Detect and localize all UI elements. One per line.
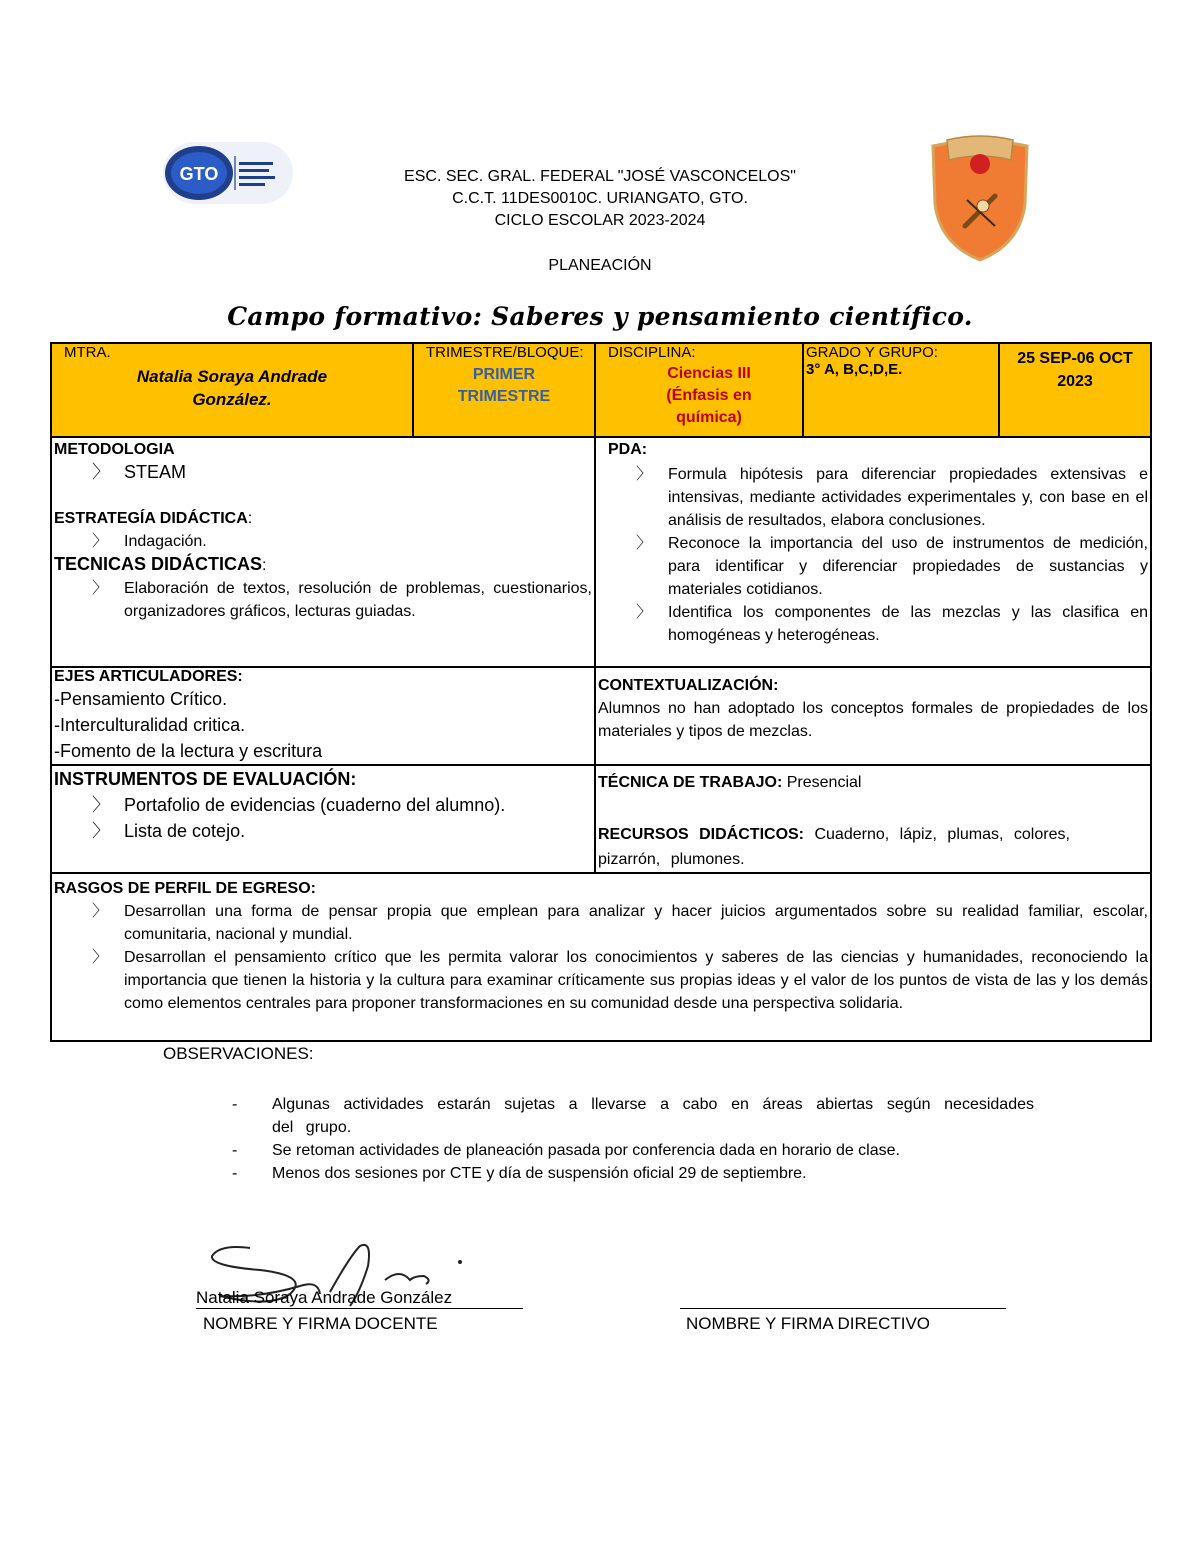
pda-item-2: 〉 Reconoce la importancia del uso de instrumentos de medición, para identificar y diferenciar propiedades de sustancias y materiales cotidianos. [636,535,1148,598]
metodologia-title: METODOLOGIA [54,441,175,458]
director-signature-label: NOMBRE Y FIRMA DIRECTIVO [686,1314,931,1333]
grado-cell [803,343,999,437]
observacion-item-1: - Algunas actividades estarán sujetas a llevarse a cabo en áreas abiertas según necesidades del grupo. [232,1096,1034,1136]
recursos-line: RECURSOS DIDÁCTICOS: Cuaderno, lápiz, plumas, colores, pizarrón, plumones. [598,826,1070,868]
observacion-item-2: - Se retoman actividades de planeación pasada por conferencia dada en horario de clase. [232,1142,900,1159]
teacher-signature-label: NOMBRE Y FIRMA DOCENTE [203,1314,438,1333]
eje-item-2: -Interculturalidad critica. [54,715,246,735]
tecnica-cell [595,765,1151,873]
instrumentos-title: INSTRUMENTOS DE EVALUACIÓN: [54,769,357,789]
mtra-label: MTRA. [64,344,111,361]
contexto-title: CONTEXTUALIZACIÓN: [598,677,779,694]
pda-cell [595,437,1151,667]
observaciones-list [232,1093,1034,1185]
school-name: ESC. SEC. GRAL. FEDERAL "JOSÉ VASCONCELOS" [404,168,796,185]
estrategia-heading: ESTRATEGÍA DIDÁCTICA: [54,510,253,527]
rasgo-item-1: 〉 Desarrollan una forma de pensar propia que emplean para analizar y hacer juicios argumentados sobre su realidad familiar, escolar, comunitaria, nacional y mundial. [92,903,1148,943]
metodologia-item: 〉 STEAM [92,462,187,482]
document-title: PLANEACIÓN [548,257,652,274]
rasgos-cell [51,873,1151,1041]
trimestre-value: PRIMER TRIMESTRE [457,366,551,405]
teacher-cell [51,343,413,437]
grado-label: GRADO Y GRUPO: [806,344,938,361]
ejes-title: EJES ARTICULADORES: [54,668,243,685]
tecnicas-heading: TECNICAS DIDÁCTICAS: [54,554,267,574]
pda-title: PDA: [608,441,648,458]
disciplina-value: Ciencias III (Énfasis en química) [666,365,752,426]
contexto-cell [595,667,1151,765]
tecnica-line: TÉCNICA DE TRABAJO: Presencial [598,774,862,791]
rasgo-item-2: 〉 Desarrollan el pensamiento crítico que les permita valorar los conocimientos y saberes de las ciencias y humanidades, reconociendo la importancia que tienen la historia y la cultura para examinar críticamente sus propias ideas y el valor de los puntos de vista de las y los demás como elementos centrales para proponer transformaciones en su comunidad desde una perspectiva solidaria. [92,949,1148,1012]
trimestre-cell [413,343,595,437]
svg-text:GTO: GTO [179,164,219,184]
instrumento-item-2: 〉 Lista de cotejo. [92,821,246,841]
observaciones-title: OBSERVACIONES: [163,1044,314,1063]
eje-item-3: -Fomento de la lectura y escritura [54,741,323,761]
school-header [0,166,1200,232]
school-cct: C.C.T. 11DES0010C. URIANGATO, GTO. [452,190,748,207]
instrumento-item-1: 〉 Portafolio de evidencias (cuaderno del alumno). [92,795,506,815]
ejes-cell [51,667,595,765]
ejes-row [51,667,1151,765]
info-row [51,343,1151,437]
rasgos-title: RASGOS DE PERFIL DE EGRESO: [54,880,316,897]
metodologia-row [51,437,1151,667]
teacher-name: Natalia Soraya Andrade González. [136,367,328,409]
school-cycle: CICLO ESCOLAR 2023-2024 [494,212,706,229]
grado-value: 3° A, B,C,D,E. [806,361,903,378]
instrumentos-cell [51,765,595,873]
teacher-signature-name: Natalia Soraya Andrade González [196,1288,523,1309]
disciplina-cell [595,343,803,437]
rasgos-row [51,873,1151,1041]
metodologia-cell [51,437,595,667]
instrumentos-row [51,765,1151,873]
tecnicas-item: 〉 Elaboración de textos, resolución de problemas, cuestionarios, organizadores gráficos, lecturas guiadas. [92,580,592,620]
disciplina-label: DISCIPLINA: [608,344,696,361]
director-signature-line [680,1308,1006,1309]
fecha-value: 25 SEP-06 OCT 2023 [1017,350,1133,390]
eje-item-1: -Pensamiento Crítico. [54,689,228,709]
pda-item-3: 〉 Identifica los componentes de las mezclas y las clasifica en homogéneas y heterogéneas. [636,604,1148,644]
trimestre-label: TRIMESTRE/BLOQUE: [426,344,584,361]
pda-item-1: 〉 Formula hipótesis para diferenciar propiedades extensivas e intensivas, mediante actividades experimentales y, con base en el análisis de resultados, elabora conclusiones. [636,466,1148,529]
campo-formativo-title: Campo formativo: Saberes y pensamiento científico. [227,302,973,331]
planning-table [50,342,1152,1042]
estrategia-item: 〉 Indagación. [92,533,207,550]
observacion-item-3: - Menos dos sesiones por CTE y día de suspensión oficial 29 de septiembre. [232,1165,807,1182]
fecha-cell [999,343,1151,437]
contexto-text: Alumnos no han adoptado los conceptos formales de propiedades de los materiales y tipos de mezclas. [598,700,1148,740]
